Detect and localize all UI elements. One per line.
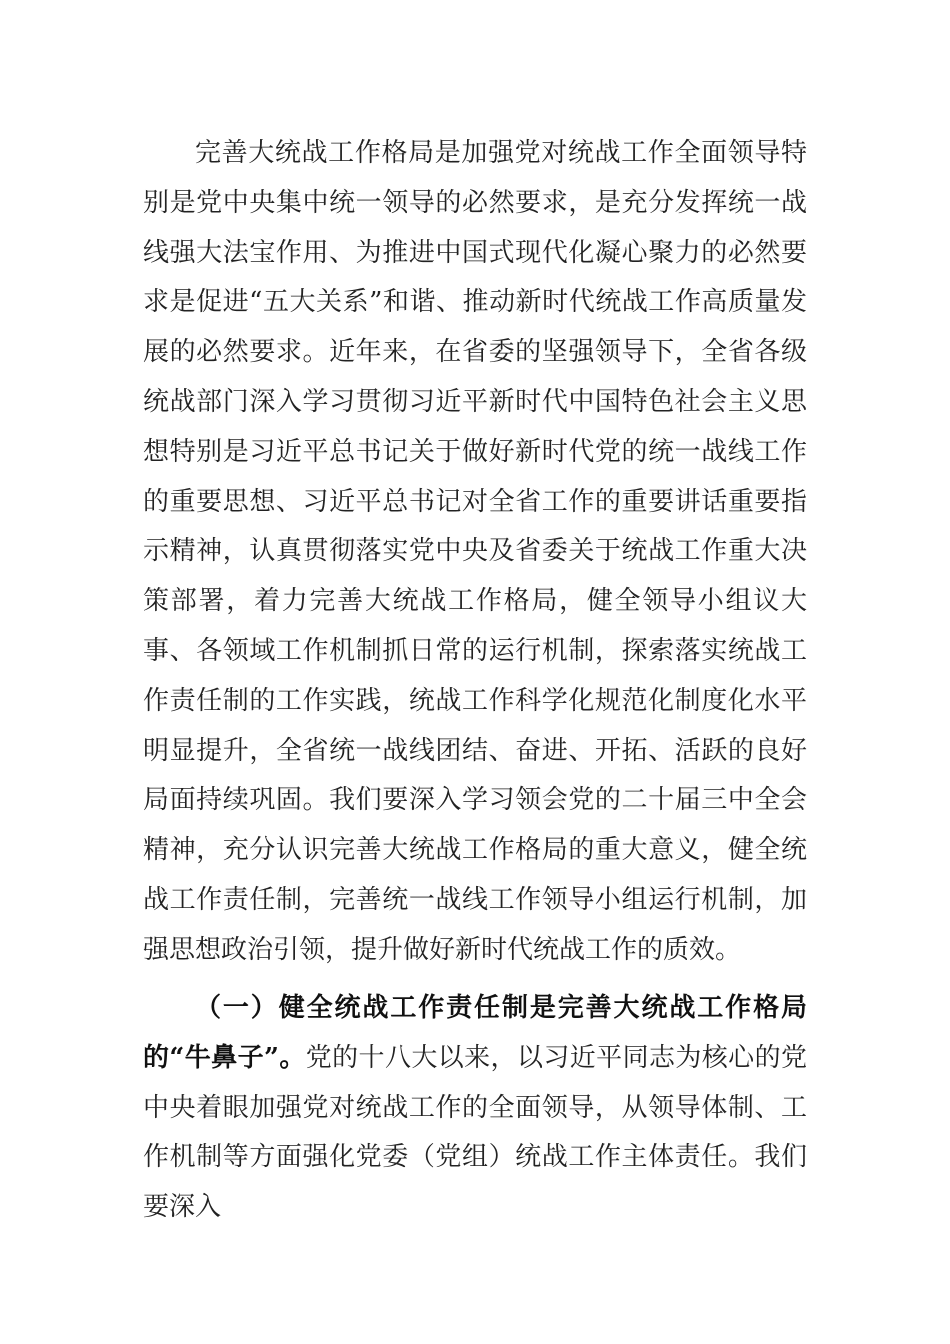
paragraph-intro-text: 完善大统战工作格局是加强党对统战工作全面领导特别是党中央集中统一领导的必然要求，是充分发挥统一战线强大法宝作用、为推进中国式现代化凝心聚力的必然要求是促进“五大关系”和谐、推动新时代统战工作高质量发展的必然要求。近年来，在省委的坚强领导下，全省各级统战部门深入学习贯彻习近平新时代中国特色社会主义思想特别是习近平总书记关于做好新时代党的统一战线工作的重要思想、习近平总书记对全省工作的重要讲话重要指示精神，认真贯彻落实党中央及省委关于统战工作重大决策部署，着力完善大统战工作格局，健全领导小组议大事、各领域工作机制抓日常的运行机制，探索落实统战工作责任制的工作实践，统战工作科学化规范化制度化水平明显提升，全省统一战线团结、奋进、开拓、活跃的良好局面持续巩固。我们要深入学习领会党的二十届三中全会精神，充分认识完善大统战工作格局的重大意义，健全统战工作责任制，完善统一战线工作领导小组运行机制，加强思想政治引领，提升做好新时代统战工作的质效。 xyxy=(143,138,807,965)
paragraph-intro xyxy=(143,129,807,976)
section-1-text: 党的十八大以来，以习近平同志为核心的党中央着眼加强党对统战工作的全面领导，从领导体制、工作机制等方面强化党委（党组）统战工作主体责任。我们要深入 xyxy=(143,1042,807,1223)
paragraph-section-1 xyxy=(143,984,807,1233)
section-heading: （一）健全统战工作责任制是完善大统战工作格局的“牛鼻子”。 xyxy=(143,993,807,1073)
